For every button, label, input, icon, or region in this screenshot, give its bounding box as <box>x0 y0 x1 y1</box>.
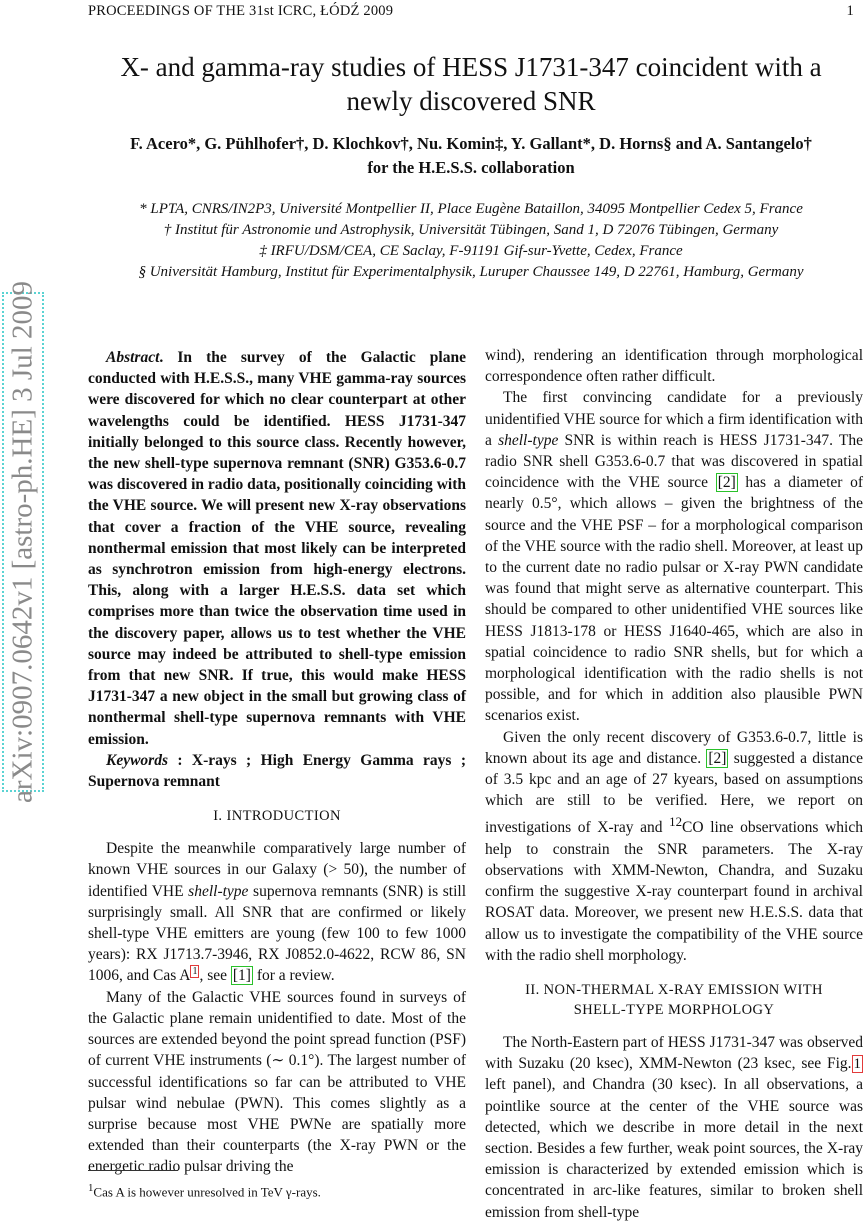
affiliations <box>88 199 854 283</box>
section-heading-introduction: I. INTRODUCTION <box>213 808 341 825</box>
right-paragraph-0: wind), rendering an identification through morphological correspondence often rather difficult. <box>485 347 863 386</box>
right-p1-emphasis: shell-type <box>498 431 559 449</box>
affiliation-3: ‡ IRFU/DSM/CEA, CE Saclay, F-91191 Gif-sur-Yvette, Cedex, France <box>259 243 683 259</box>
right-p2-text-c: CO line observations which help to constrain the SNR parameters. The X-ray observations with XMM-Newton, Chandra, and Suzaku confirm the suggestive X-ray counterpart found in archival ROSAT data. Moreover, we present new H.E.S.S. data that allow us to investigate the compatibility of the VHE source with the radio shell morphology. <box>485 819 863 964</box>
figure-link[interactable]: 1 <box>853 1056 861 1073</box>
section-heading-nonthermal <box>485 980 863 1020</box>
keywords <box>88 750 466 792</box>
right-p1-text-b: SNR is within reach is HESS J1731-347. The radio SNR shell G353.6-0.7 that was discovered in spatial coincidence with the VHE source <box>485 431 864 492</box>
left-column <box>88 347 466 1178</box>
footnote-link[interactable]: 1 <box>192 966 198 978</box>
intro-paragraph-1 <box>88 838 466 986</box>
affiliation-2: † Institut für Astronomie und Astrophysik, Universität Tübingen, Sand 1, D 72076 Tübingen, Germany <box>163 222 779 238</box>
intro-p1-text-a: Despite the meanwhile comparatively large number of known VHE sources in our Galaxy (> 50), the number of identified VHE <box>88 840 466 900</box>
running-header <box>88 3 854 25</box>
citation-link-1[interactable]: [1] <box>232 967 251 985</box>
abstract-text: . In the survey of the Galactic plane conducted with H.E.S.S., many VHE gamma-ray sources were discovered for which no clear counterpart at other wavelengths could be identified. HESS J1731-347 initially belonged to this source class. Recently however, the new shell-type supernova remnant (SNR) G353.6-0.7 was discovered in radio data, positionally coinciding with the VHE source. We will present new X-ray observations that cover a fraction of the VHE source, revealing nonthermal emission that most likely can be interpreted as synchrotron emission from high-energy electrons. This, along with a larger H.E.S.S. data set which comprises more than twice the observation time used in the discovery paper, allows us to test whether the VHE source may indeed be attributed to shell-type emission from that new SNR. If true, this would make HESS J1731-347 a new object in the small but growing class of nonthermal shell-type supernova remnants with VHE emission. <box>88 349 466 748</box>
title-line-2: newly discovered SNR <box>346 86 596 116</box>
keywords-text: : X-rays ; High Energy Gamma rays ; Supernova remnant <box>88 751 466 791</box>
footnote <box>88 1180 466 1200</box>
right-p2-text-b: suggested a distance of 3.5 kpc and an age of 27 kyears, based on assumptions which are still to be verified. Here, we report on investigations of X-ray and <box>485 749 863 837</box>
section-2-heading-line-2: SHELL-TYPE MORPHOLOGY <box>573 1002 775 1019</box>
page-number: 1 <box>846 3 854 19</box>
citation-link-3[interactable]: [2] <box>708 749 727 767</box>
footnote-number: 1 <box>88 1182 94 1194</box>
right-p1-text-c: has a diameter of nearly 0.5°, which allows – given the brightness of the source and the VHE PSF – for a morphological comparison of the VHE source with the radio shell. Moreover, at least up to the current date no radio pulsar or X-ray PWN candidate was found that might serve as alternative counterpart. This should be compared to other unidentified VHE sources like HESS J1813-178 or HESS J1640-465, which are also in spatial coincidence to radio SNR shells, but for which a morphological identification with the radio shells is not possible, and for which in addition also plausible PWN scenarios exist. <box>485 474 863 725</box>
paper-title <box>88 50 854 118</box>
right-paragraph-2 <box>485 727 863 966</box>
intro-paragraph-2: Many of the Galactic VHE sources found in surveys of the Galactic plane remain unidentified to date. Most of the sources are extended beyond the point spread function (PSF) of current VHE instruments (∼ 0.1°). The largest number of successful identifications so far can be attributed to VHE pulsar wind nebulae (PWN). This comes slightly as a surprise because most VHE PWNe are spatially more extended than their counterparts (the X-ray PWN or the energetic radio pulsar driving the <box>88 988 466 1176</box>
arxiv-stamp[interactable] <box>2 281 44 803</box>
section-2-heading-line-1: II. NON-THERMAL X-RAY EMISSION WITH <box>525 982 823 999</box>
affiliation-4: § Universität Hamburg, Institut für Experimentalphysik, Luruper Chaussee 149, D 22761, Hamburg, Germany <box>138 264 804 280</box>
sec2-p1-text-b: left panel), and Chandra (30 ksec). In all observations, a pointlike source at the center of the VHE source was detected, which we describe in more detail in the next section. Besides a few further, weak point sources, the X-ray emission is characterized by extended emission which is concentrated in arc-like features, similar to broken shell emission from shell-type <box>485 1076 863 1221</box>
author-list <box>88 132 854 180</box>
running-head-text: PROCEEDINGS OF THE 31st ICRC, ŁÓDŹ 2009 <box>88 3 394 19</box>
footnote-text: Cas A is however unresolved in TeV γ-rays. <box>93 1184 321 1200</box>
abstract-label: Abstract <box>106 349 160 366</box>
title-line-1: X- and gamma-ray studies of HESS J1731-347 coincident with a <box>120 52 822 82</box>
intro-p1-text-b: supernova remnants (SNR) is still surprisingly small. All SNR that are confirmed or likely shell-type VHE emitters are young (few 100 to few 1000 years): RX J1713.7-3946, RX J0852.0-4622, RCW 86, SN 1006, and Cas A <box>88 882 466 985</box>
keywords-label: Keywords <box>106 751 168 769</box>
arxiv-stamp-text: arXiv:0907.0642v1 [astro-ph.HE] 3 Jul 2009 <box>6 281 39 803</box>
authors-line-1: F. Acero*, G. Pühlhofer†, D. Klochkov†, Nu. Komin‡, Y. Gallant*, D. Horns§ and A. Santangelo† <box>130 134 812 153</box>
intro-p1-text-d: for a review. <box>252 967 335 985</box>
right-p2-text-a: Given the only recent discovery of G353.6-0.7, little is known about its age and distance. <box>485 728 863 767</box>
abstract <box>88 347 466 750</box>
right-column <box>485 345 863 1223</box>
footnote-divider <box>88 1170 178 1171</box>
intro-p1-text-c: , see <box>199 967 231 985</box>
sec2-p1-text-a: The North-Eastern part of HESS J1731-347 was observed with Suzaku (20 ksec), XMM-Newton (23 ksec, see Fig. <box>485 1034 863 1073</box>
intro-p1-emphasis: shell-type <box>188 882 249 900</box>
section-2-paragraph-1 <box>485 1032 863 1223</box>
authors-line-2: for the H.E.S.S. collaboration <box>367 158 575 177</box>
right-paragraph-1 <box>485 387 863 726</box>
affiliation-1: * LPTA, CNRS/IN2P3, Université Montpellier II, Place Eugène Bataillon, 34095 Montpellier Cedex 5, France <box>139 201 803 217</box>
citation-link-2[interactable]: [2] <box>717 474 736 492</box>
isotope-superscript: 12 <box>669 814 683 830</box>
right-p1-text-a: The first convincing candidate for a previously unidentified VHE source for which a firm identification with a <box>485 389 863 449</box>
